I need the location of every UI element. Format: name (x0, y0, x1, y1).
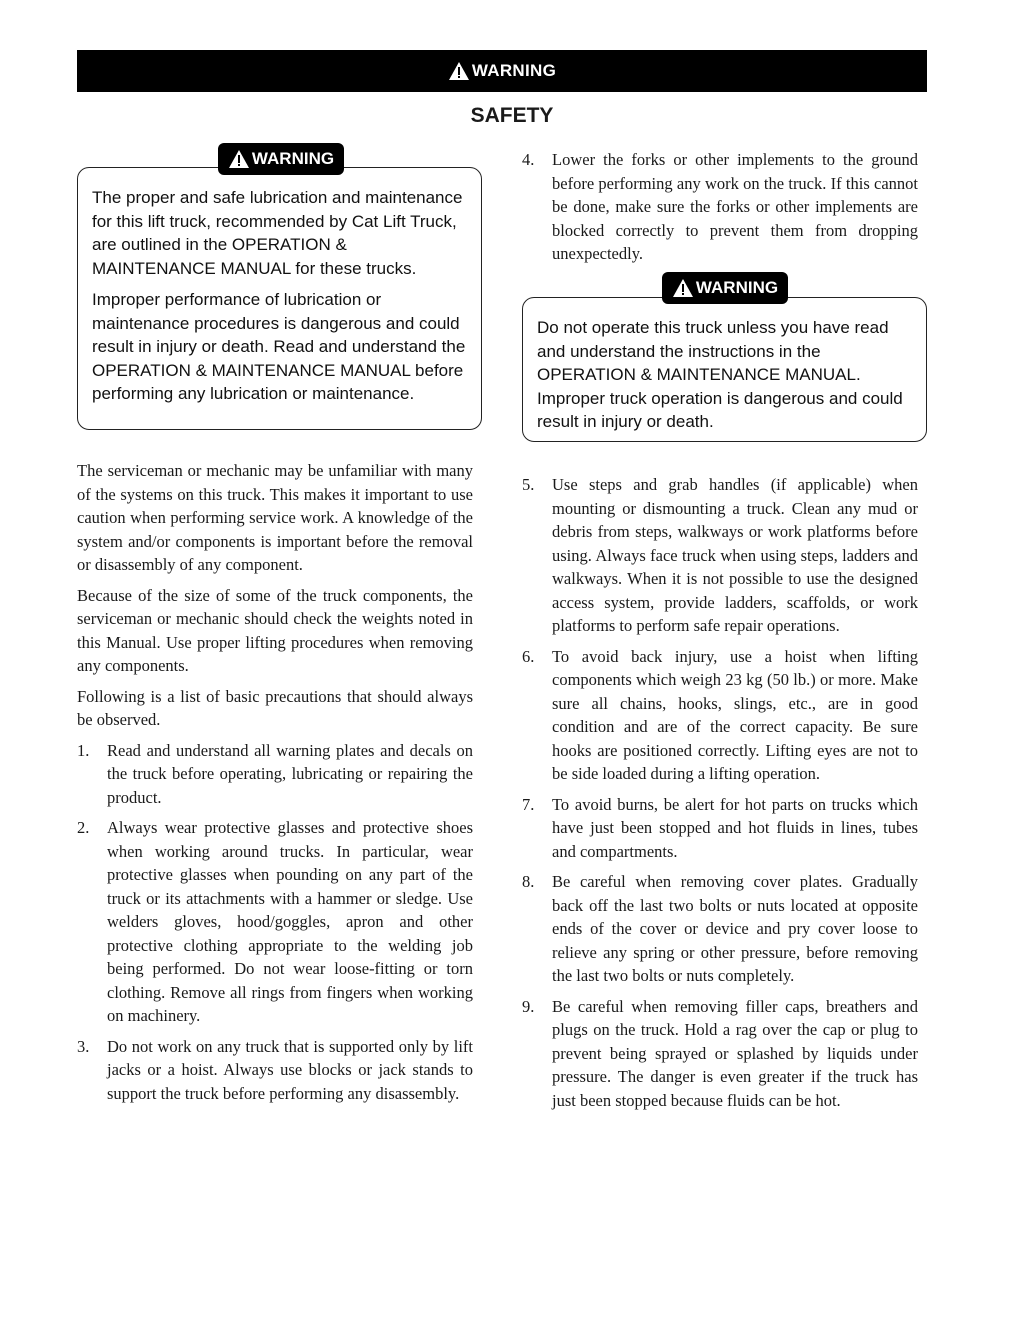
warning-triangle-icon (672, 278, 694, 298)
list-item (522, 473, 918, 638)
right-warning-label (662, 272, 788, 304)
list-item-text: Do not work on any truck that is supported only by lift jacks or a hoist. Always use blocks or jack stands to support the truck before performing any disassembly. (107, 1036, 473, 1103)
list-item (522, 995, 918, 1113)
list-item-text: Be careful when removing cover plates. Gradually back off the last two bolts or nuts located at opposite ends of the cover or device and pry cover loose to relieve any spring or other pressure, before removing the last two bolts or nuts completely. (552, 872, 918, 985)
left-warning-box (77, 167, 482, 430)
intro-paragraph-1: The serviceman or mechanic may be unfamiliar with many of the systems on this truck. This makes it important to use caution when performing service work. A knowledge of the system and/or components is important before the removal or disassembly of any component. (77, 461, 473, 574)
list-item-number: 3. (77, 1036, 90, 1056)
list-item-number: 8. (522, 872, 535, 891)
left-column (77, 459, 473, 1112)
list-item-text: Be careful when removing filler caps, breathers and plugs on the truck. Hold a rag over the cap or plug to prevent being sprayed or splashed by liquids under pressure. The danger is even greater if the truck has just been stopped because fluids can be hot. (552, 996, 918, 1110)
list-item-text: To avoid back injury, use a hoist when lifting components which weigh 23 kg (50 lb.) or more. Make sure all chains, hooks, slings, etc., are in good condition and are of the correct capacity. Be sure hooks are positioned correctly. Lifting eyes are not to be side loaded during a lifting operation. (552, 646, 918, 783)
left-warning-label (218, 143, 344, 175)
intro-paragraph-2: Because of the size of some of the truck components, the serviceman or mechanic should check the weights noted in this Manual. Use proper lifting procedures when removing any components. (77, 585, 473, 675)
intro-paragraph-3: Following is a list of basic precautions that should always be observed. (77, 686, 473, 729)
list-item-text: Read and understand all warning plates and decals on the truck before operating, lubricating or repairing the product. (107, 740, 473, 807)
right-warning-box (522, 297, 927, 442)
left-warning-paragraph-2: Improper performance of lubrication or maintenance procedures is dangerous and could result in injury or death. Read and understand the OPERATION & MAINTENANCE MANUAL before performing any lubrication or maintenance. (92, 290, 466, 403)
warning-banner (77, 50, 927, 92)
list-item-number: 1. (77, 740, 90, 760)
warning-triangle-icon (228, 149, 250, 169)
list-item (77, 816, 473, 1028)
list-item (522, 148, 918, 266)
list-item (522, 793, 918, 864)
warning-banner-label: WARNING (471, 61, 557, 80)
list-item (77, 739, 473, 810)
list-item-text: Lower the forks or other implements to the ground before performing any work on the truck. If this cannot be done, make sure the forks or other implements are blocked correctly to prevent them from dropping unexpectedly. (552, 150, 918, 263)
list-item (522, 870, 918, 988)
list-item-number: 9. (522, 996, 535, 1016)
list-item-text: To avoid burns, be alert for hot parts on trucks which have just been stopped and hot fluids in lines, tubes and compartments. (552, 794, 918, 861)
list-item-number: 5. (522, 475, 535, 494)
right-column-top (522, 148, 918, 273)
page-title: SAFETY (470, 104, 554, 127)
left-warning-paragraph-1: The proper and safe lubrication and maintenance for this lift truck, recommended by Cat Lift Truck, are outlined in the OPERATION & MAINTENANCE MANUAL for these trucks. (92, 188, 463, 278)
right-column (522, 473, 918, 1119)
list-item (77, 1035, 473, 1106)
list-item-number: 2. (77, 818, 90, 837)
left-warning-label-text: WARNING (251, 149, 335, 168)
right-warning-label-text: WARNING (695, 278, 779, 297)
list-item-number: 6. (522, 646, 535, 666)
list-item-number: 4. (522, 150, 535, 169)
list-item-text: Use steps and grab handles (if applicable) when mounting or dismounting a truck. Clean any mud or debris from steps, walkways or work platforms before using. Always face truck when using steps, ladders and walkways. When it is not possible to use the designed access system, provide ladders, scaffolds, or work platforms to perform safe repair operations. (552, 475, 918, 635)
right-warning-text: Do not operate this truck unless you have read and understand the instructions in the OPERATION & MAINTENANCE MANUAL. Improper truck operation is dangerous and could result in injury or death. (537, 318, 903, 431)
list-item-number: 7. (522, 794, 535, 814)
list-item (522, 645, 918, 786)
list-item-text: Always wear protective glasses and protective shoes when working around trucks. In particular, wear protective glasses when pounding on any part of the truck or its attachments with a hammer or sledge. Use welders gloves, hood/goggles, apron and other protective clothing appropriate to the welding job being performed. Do not wear loose-fitting or torn clothing. Remove all rings from fingers when working on machinery. (107, 818, 473, 1025)
warning-triangle-icon (448, 61, 470, 81)
